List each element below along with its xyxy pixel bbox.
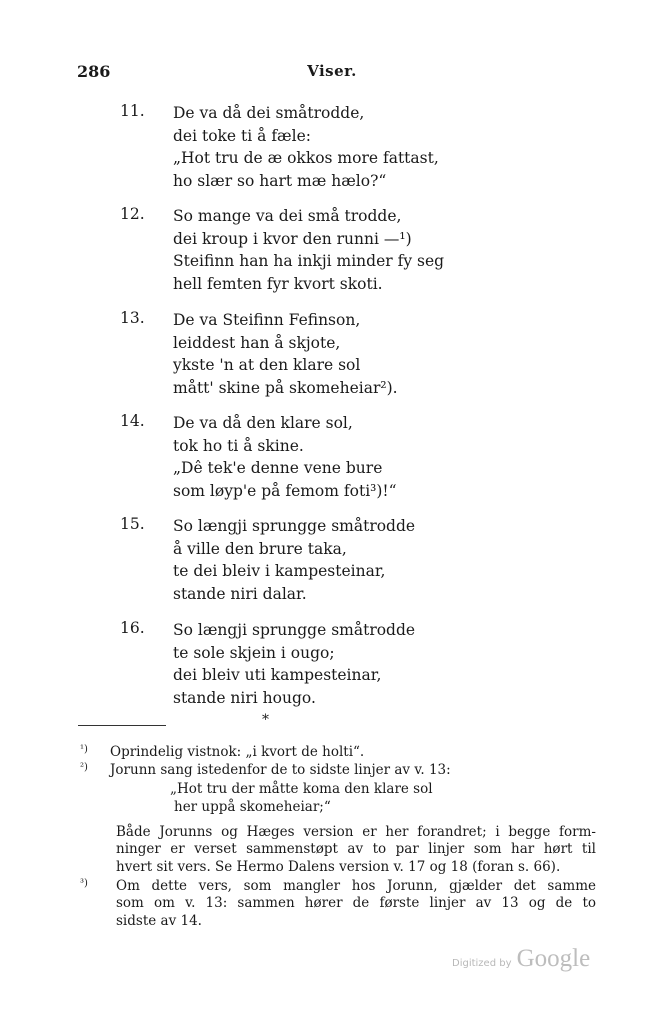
footnote-paragraph xyxy=(116,824,596,876)
running-title: Viser. xyxy=(307,62,357,80)
verse-line: De va då dei småtrodde, xyxy=(173,104,365,122)
footnote-mark: ²) xyxy=(80,762,88,773)
stanza-number: 13. xyxy=(120,309,145,327)
verse-line: Steifinn han ha inkji minder fy seg xyxy=(173,252,445,270)
verse-line: De va Steifinn Fefinson, xyxy=(173,311,361,329)
verse-line: So længji sprungge småtrodde xyxy=(173,517,416,535)
paragraph-line: ninger er verset sammenstøpt av to par linjer som har hørt til xyxy=(116,841,596,858)
verse-line: å ville den brure taka, xyxy=(173,539,347,558)
quote-line: her uppå skomeheiar;“ xyxy=(174,799,331,815)
paragraph-line: sidste av 14. xyxy=(116,912,202,929)
paragraph-line: Om dette vers, som mangler hos Jorunn, gjælder det samme xyxy=(116,878,596,894)
footnote-rule xyxy=(78,725,166,726)
footnote-3-text xyxy=(116,878,596,930)
google-logo: Google xyxy=(516,945,591,972)
verse-line: tok ho ti å skine. xyxy=(173,436,304,455)
page-number: 286 xyxy=(77,62,111,81)
verse-line: dei bleiv uti kampesteinar, xyxy=(173,666,382,684)
footnote-mark: ³) xyxy=(80,878,88,889)
verse-line: ykste 'n at den klare sol xyxy=(173,356,361,374)
verse-line: stande niri dalar. xyxy=(173,584,307,603)
stanza-number: 16. xyxy=(120,619,145,637)
stanza-number: 14. xyxy=(120,412,145,430)
verse-line: te dei bleiv i kampesteinar, xyxy=(173,562,386,580)
verse-line: stande niri hougo. xyxy=(173,688,316,707)
verse-line: ho slær so hart mæ hælo?“ xyxy=(173,171,387,190)
stanza-number: 15. xyxy=(120,515,145,533)
verse-line: leiddest han å skjote, xyxy=(173,333,341,352)
verse-line: dei toke ti å fæle: xyxy=(173,126,311,145)
verse-line: So mange va dei små trodde, xyxy=(173,207,402,225)
verse-line: hell femten fyr kvort skoti. xyxy=(173,274,383,293)
verse-line: „Hot tru de æ okkos more fattast, xyxy=(173,149,439,167)
footnote-mark: ¹) xyxy=(80,744,88,755)
footnote-text: Oprindelig vistnok: „i kvort de holti“. xyxy=(110,744,365,760)
stanza-number: 12. xyxy=(120,205,145,223)
paragraph-line: Både Jorunns og Hæges version er her forandret; i begge form- xyxy=(116,824,596,840)
verse-line: som løyp'e på femom foti³)!“ xyxy=(173,481,397,500)
stanza-number: 11. xyxy=(120,102,145,120)
paragraph-line: som om v. 13: sammen hører de første linjer av 13 og de to xyxy=(116,895,596,912)
separator-asterisk: * xyxy=(262,712,269,728)
quote-line: „Hot tru der måtte koma den klare sol xyxy=(170,781,433,797)
verse-line: „Dê tek'e denne vene bure xyxy=(173,459,383,477)
watermark-prefix: Digitized by xyxy=(452,958,512,969)
verse-line: So længji sprungge småtrodde xyxy=(173,621,416,639)
verse-line: De va då den klare sol, xyxy=(173,414,353,432)
footnote-text: Jorunn sang istedenfor de to sidste linjer av v. 13: xyxy=(110,762,451,778)
paragraph-line: hvert sit vers. Se Hermo Dalens version v. 17 og 18 (foran s. 66). xyxy=(116,858,561,875)
digitized-watermark xyxy=(452,945,590,973)
verse-line: te sole skjein i ougo; xyxy=(173,643,335,662)
page-header xyxy=(0,62,664,84)
verse-line: dei kroup i kvor den runni —¹) xyxy=(173,229,412,248)
verse-line: mått' skine på skomeheiar²). xyxy=(173,378,398,397)
